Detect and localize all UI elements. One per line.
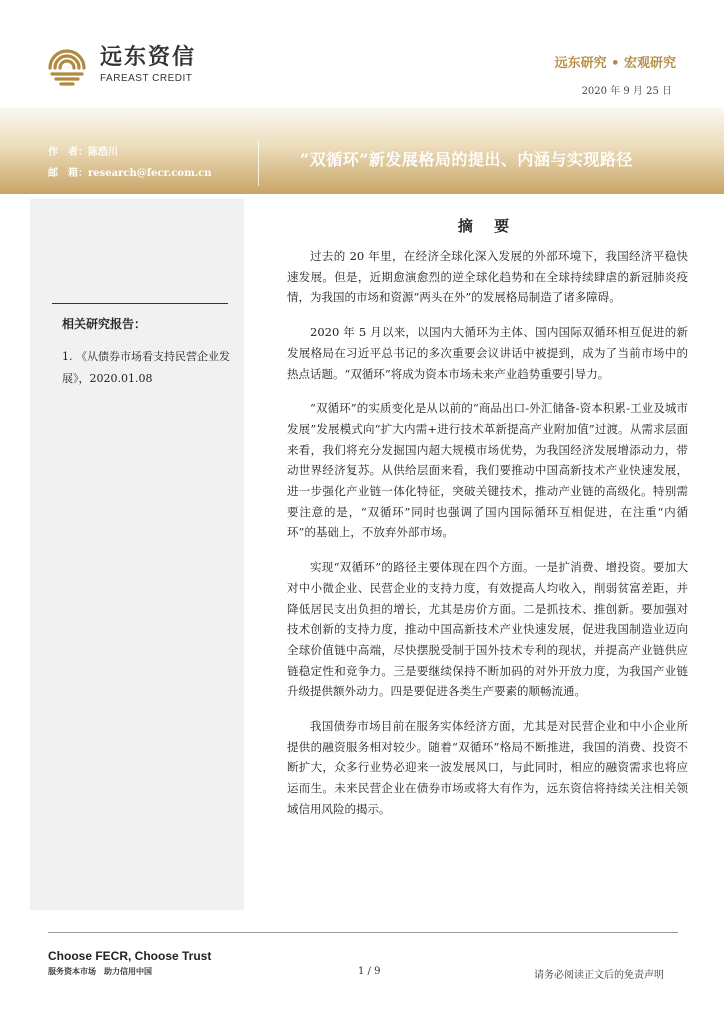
email-line: 邮 箱：research@fecr.com.cn (48, 168, 212, 179)
abstract-section (287, 199, 688, 834)
abstract-paragraph-3: “双循环”的实质变化是从以前的“商品出口-外汇储备-资本积累-工业及城市发展”发展模式向“扩大内需+进行技术革新提高产业附加值”过渡。从需求层面来看，我们将充分发掘国内超大规模市场优势，为我国经济发展增添动力，带动世界经济复苏。从供给层面来看，我们要推动中国高新技术产业快速发展，进一步强化产业链一体化特征，突破关键技术，推动产业链的高级化。特别需要注意的是，“双循环”同时也强调了国内国际循环互相促进，在注重“内循环”的基础上，不放弃外部市场。 (287, 401, 688, 540)
author-block (48, 142, 212, 184)
page-number: 1 / 9 (358, 966, 381, 977)
report-date: 2020 年 9 月 25 日 (581, 86, 672, 97)
fareast-logo-icon (44, 42, 90, 88)
footer-divider (48, 932, 678, 933)
footer-slogan: Choose FECR, Choose Trust (48, 949, 212, 963)
report-title: “双循环”新发展格局的提出、内涵与实现路径 (300, 150, 633, 169)
abstract-paragraph-2: 2020 年 5 月以来，以国内大循环为主体、国内国际双循环相互促进的新发展格局在习近平总书记的多次重要会议讲话中被提到，成为了当前市场中的热点话题。“双循环”将成为资本市场未来产业趋势重要引导力。 (287, 325, 688, 381)
abstract-title: 摘 要 (457, 217, 518, 235)
sidebar-divider (52, 303, 228, 304)
author-line: 作 者：陈浩川 (48, 147, 118, 158)
footer-subslogan: 服务资本市场 助力信用中国 (48, 967, 152, 976)
band-divider (258, 142, 259, 186)
related-report-item: 1. 《从债券市场看支持民营企业发展》，2020.01.08 (62, 350, 230, 385)
abstract-paragraph-5: 我国债券市场目前在服务实体经济方面，尤其是对民营企业和中小企业所提供的融资服务相对较少。随着“双循环”格局不断推进，我国的消费、投资不断扩大，众多行业势必迎来一波发展风口，与此同时，相应的融资需求也将应运而生。未来民营企业在债券市场或将大有作为，远东资信将持续关注相关领域信用风险的揭示。 (287, 719, 688, 816)
company-logo (44, 42, 196, 88)
disclaimer-note: 请务必阅读正文后的免责声明 (534, 970, 664, 981)
sidebar (30, 199, 244, 910)
logo-chinese-name: 远东资信 (100, 44, 197, 70)
logo-english-name: FAREAST CREDIT (100, 72, 193, 84)
abstract-paragraph-4: 实现“双循环”的路径主要体现在四个方面。一是扩消费、增投资。要加大对中小微企业、民营企业的支持力度，有效提高人均收入，削弱贫富差距，并降低居民支出负担的增长，尤其是房价方面。二是抓技术、推创新。要加强对技术创新的支持力度，推动中国高新技术产业快速发展，促进我国制造业迈向全球价值链中高端，尽快摆脱受制于国外技术专利的现状，并提高产业链供应链稳定性和竞争力。三是要继续保持不断加码的对外开放力度，为我国产业链升级提供额外动力。四是要促进各类生产要素的顺畅流通。 (287, 560, 688, 699)
related-reports-heading: 相关研究报告： (62, 317, 147, 331)
abstract-paragraph-1: 过去的 20 年里，在经济全球化深入发展的外部环境下，我国经济平稳快速发展。但是，近期愈演愈烈的逆全球化趋势和在全球持续肆虐的新冠肺炎疫情，为我国的市场和资源“两头在外”的发展格局制造了诸多障碍。 (287, 249, 688, 305)
report-series: 远东研究 • 宏观研究 (554, 56, 676, 71)
